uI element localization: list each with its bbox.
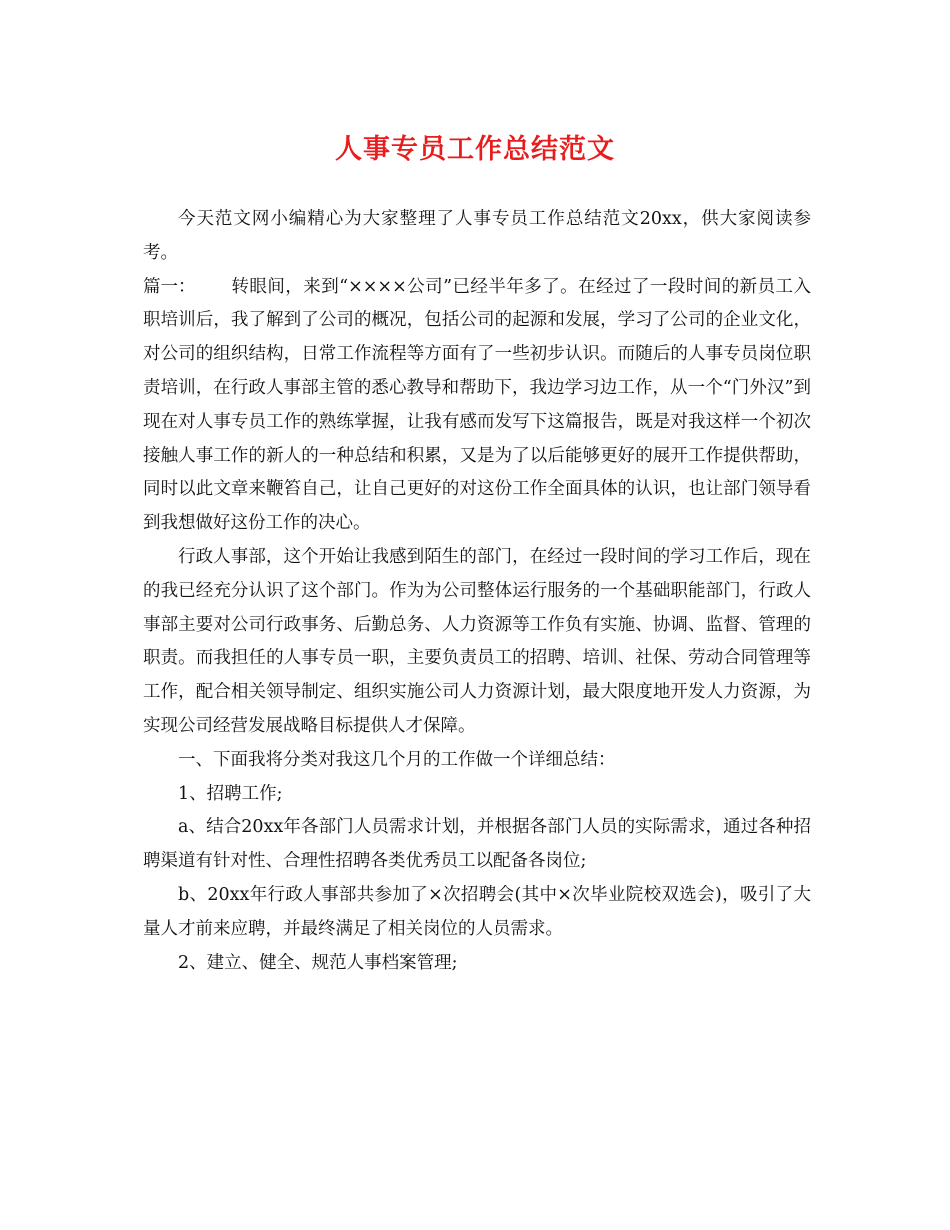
paragraph-3: 一、下面我将分类对我这几个月的工作做一个详细总结： [178, 749, 616, 770]
paragraph-5: a、结合20xx年各部门人员需求计划，并根据各部门人员的实际需求，通过各种招聘渠道有针对性、合理性招聘各类优秀员工以配备各岗位; [143, 817, 811, 872]
paragraph-2: 行政人事部，这个开始让我感到陌生的部门，在经过一段时间的学习工作后，现在的我已经充分认识了这个部门。作为为公司整体运行服务的一个基础职能部门，行政人事部主要对公司行政事务、后勤总务、人力资源等工作负有实施、协调、监督、管理的职责。而我担任的人事专员一职，主要负责员工的招聘、培训、社保、劳动合同管理等工作，配合相关领导制定、组织实施公司人力资源计划，最大限度地开发人力资源，为实现公司经营发展战略目标提供人才保障。 [143, 546, 811, 736]
document-body [143, 203, 811, 980]
paragraph-7: 2、建立、健全、规范人事档案管理; [178, 952, 458, 973]
intro-paragraph: 今天范文网小编精心为大家整理了人事专员工作总结范文20xx，供大家阅读参考。 [143, 209, 811, 263]
section-label: 篇一： [143, 276, 196, 297]
section-one-paragraph [143, 271, 811, 541]
paragraph-6: b、20xx年行政人事部共参加了×次招聘会(其中×次毕业院校双选会)，吸引了大量人才前来应聘，并最终满足了相关岗位的人员需求。 [143, 884, 811, 939]
paragraph-4: 1、招聘工作; [178, 783, 283, 804]
paragraph-1-text: 转眼间，来到“××××公司”已经半年多了。在经过了一段时间的新员工入职培训后，我了解到了公司的概况，包括公司的起源和发展，学习了公司的企业文化，对公司的组织结构，日常工作流程等方面有了一些初步认识。而随后的人事专员岗位职责培训，在行政人事部主管的悉心教导和帮助下，我边学习边工作，从一个“门外汉”到现在对人事专员工作的熟练掌握，让我有感而发写下这篇报告，既是对我这样一个初次接触人事工作的新人的一种总结和积累，又是为了以后能够更好的展开工作提供帮助，同时以此文章来鞭笞自己，让自己更好的对这份工作全面具体的认识，也让部门领导看到我想做好这份工作的决心。 [143, 276, 811, 534]
document-title: 人事专员工作总结范文 [335, 134, 615, 165]
